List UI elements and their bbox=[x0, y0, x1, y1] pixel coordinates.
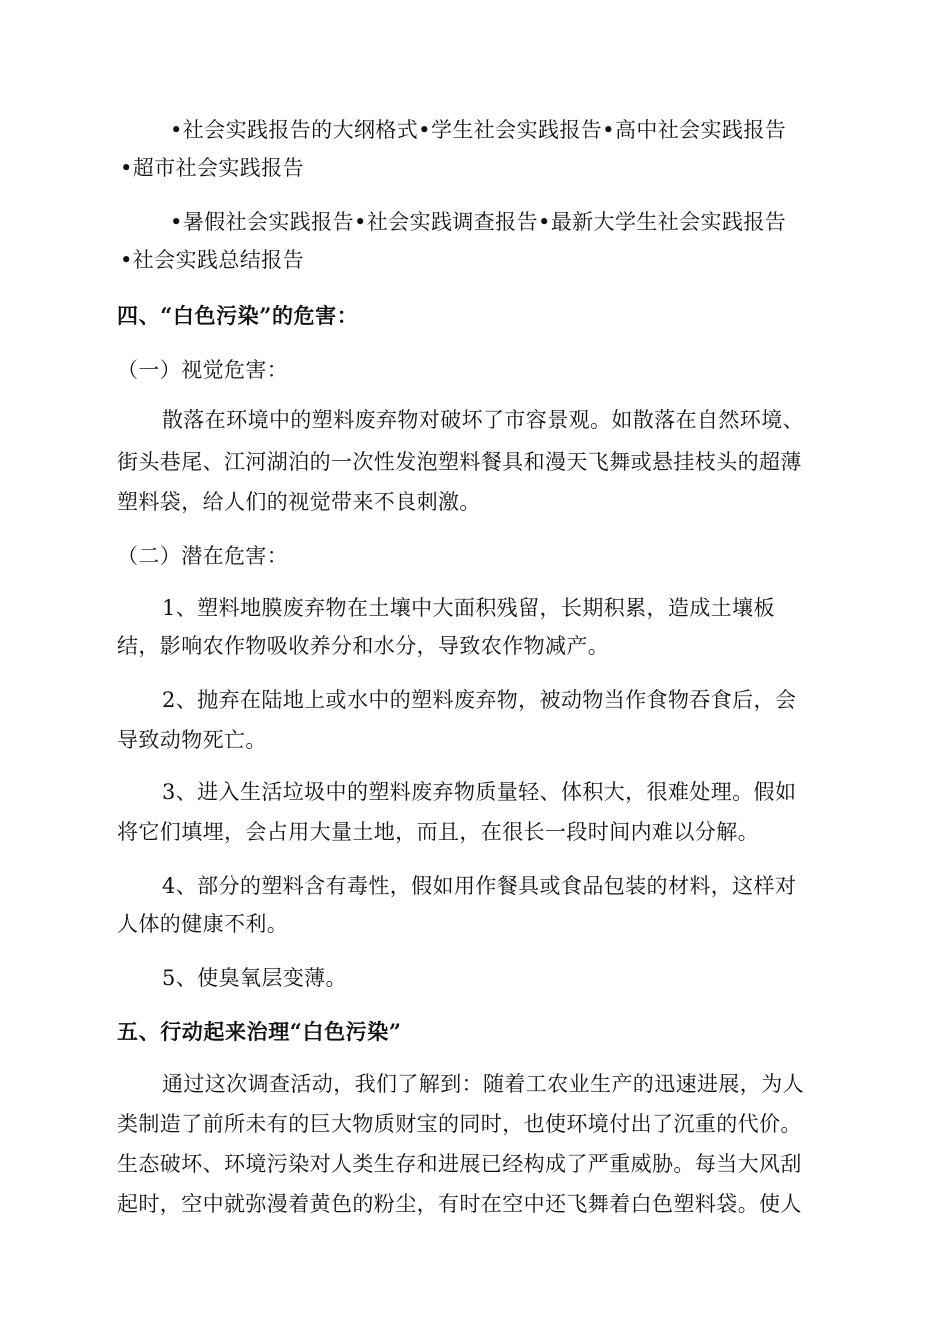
visual-harm-subheading: （一）视觉危害： bbox=[117, 358, 289, 382]
potential-harm-item-3: 3、进入生活垃圾中的塑料废弃物质量轻、体积大，很难处理。假如 bbox=[162, 780, 797, 804]
potential-harm-item-4-cont: 人体的健康不利。 bbox=[117, 912, 289, 936]
potential-harm-item-3-cont: 将它们填埋，会占用大量土地，而且，在很长一段时间内难以分解。 bbox=[117, 820, 759, 844]
visual-harm-paragraph-line: 街头巷尾、江河湖泊的一次性发泡塑料餐具和漫天飞舞或悬挂枝头的超薄 bbox=[117, 450, 802, 474]
related-links-row2-line2[interactable]: •社会实践总结报告 bbox=[120, 248, 304, 272]
potential-harm-item-1-cont: 结，影响农作物吸收养分和水分，导致农作物减产。 bbox=[117, 634, 610, 658]
visual-harm-paragraph-line: 塑料袋，给人们的视觉带来不良刺激。 bbox=[117, 490, 481, 514]
related-links-row2-line1[interactable]: •暑假社会实践报告•社会实践调查报告•最新大学生社会实践报告 bbox=[170, 210, 787, 234]
potential-harm-subheading: （二）潜在危害： bbox=[117, 544, 289, 568]
potential-harm-item-5: 5、使臭氧层变薄。 bbox=[162, 966, 347, 990]
section-5-heading: 五、行动起来治理“白色污染” bbox=[117, 1019, 402, 1044]
potential-harm-item-1: 1、塑料地膜废弃物在土壤中大面积残留，长期积累，造成土壤板 bbox=[162, 596, 775, 620]
section-5-paragraph-line: 起时，空中就弥漫着黄色的粉尘，有时在空中还飞舞着白色塑料袋。使人 bbox=[117, 1192, 802, 1216]
section-5-paragraph-line: 类制造了前所未有的巨大物质财宝的同时，也使环境付出了沉重的代价。 bbox=[117, 1112, 802, 1136]
section-4-heading: 四、“白色污染”的危害： bbox=[117, 303, 359, 328]
related-links-row1-line2[interactable]: •超市社会实践报告 bbox=[120, 156, 304, 180]
potential-harm-item-2: 2、抛弃在陆地上或水中的塑料废弃物，被动物当作食物吞食后，会 bbox=[162, 688, 797, 712]
section-5-paragraph-line: 通过这次调查活动，我们了解到：随着工农业生产的迅速进展，为人 bbox=[162, 1072, 804, 1096]
section-5-paragraph-line: 生态破坏、环境污染对人类生存和进展已经构成了严重威胁。每当大风刮 bbox=[117, 1152, 802, 1176]
potential-harm-item-2-cont: 导致动物死亡。 bbox=[117, 728, 267, 752]
related-links-row1-line1[interactable]: •社会实践报告的大纲格式•学生社会实践报告•高中社会实践报告 bbox=[170, 118, 787, 142]
visual-harm-paragraph-line: 散落在环境中的塑料废弃物对破坏了市容景观。如散落在自然环境、 bbox=[162, 408, 804, 432]
potential-harm-item-4: 4、部分的塑料含有毒性，假如用作餐具或食品包装的材料，这样对 bbox=[162, 874, 797, 898]
